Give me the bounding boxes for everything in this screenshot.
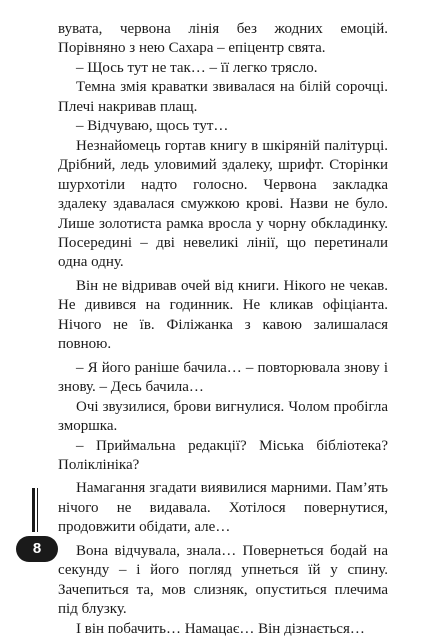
paragraph-4: – Відчуваю, щось тут… (76, 118, 229, 135)
body-text (58, 20, 388, 639)
paragraph-10: Намагання згадати виявилися марними. Пам’ять нічого не видавала. Хотілося повернутися, продовжити обідати, але… (58, 480, 388, 536)
paragraph-2: – Щось тут не так… – її легко трясло. (76, 59, 318, 76)
page-number-badge: 8 (16, 536, 58, 562)
paragraph-12: І він побачить… Намацає… Він дізнається… (76, 620, 365, 637)
paragraph-7: – Я його раніше бачила… – повторювала знову і знову. – Десь бачила… (58, 359, 388, 396)
paragraph-6: Він не відривав очей від книги. Нікого не чекав. Не дивився на годинник. Не кликав офіціанта. Нічого не їв. Філіжанка з кавою залишалася повною. (58, 277, 388, 353)
paragraph-9: – Приймальна редакції? Міська бібліотека? Поліклініка? (58, 437, 388, 473)
margin-rule-thin (37, 488, 38, 532)
margin-rule-thick (32, 488, 35, 532)
paragraph-3: Темна змія краватки звивалася на білій сорочці. Плечі накривав плащ. (58, 79, 388, 115)
paragraph-8: Очі звузилися, брови вигнулися. Чолом пробігла зморшка. (58, 398, 388, 435)
paragraph-1: вувата, червона лінія без жодних емоцій. Порівняно з нею Сахара – епіцентр свята. (58, 21, 388, 57)
paragraph-11: Вона відчувала, знала… Повернеться бодай на секунду – і його погляд упнеться їй у спину. Зачепиться та, мов слизняк, опуститься плечима під блузку. (58, 542, 388, 618)
paragraph-5: Незнайомець гортав книгу в шкіряній палітурці. Дрібний, ледь уловимий здалеку, шрифт. Сторінки шурхотіли надто голосно. Червона закладка здалеку здавалася смужкою крові. Назви не було. Лише золотиста рамка вросла у чорну обкладинку. Посередині – дві невеликі лінії, що перетинали одна одну. (58, 137, 388, 271)
